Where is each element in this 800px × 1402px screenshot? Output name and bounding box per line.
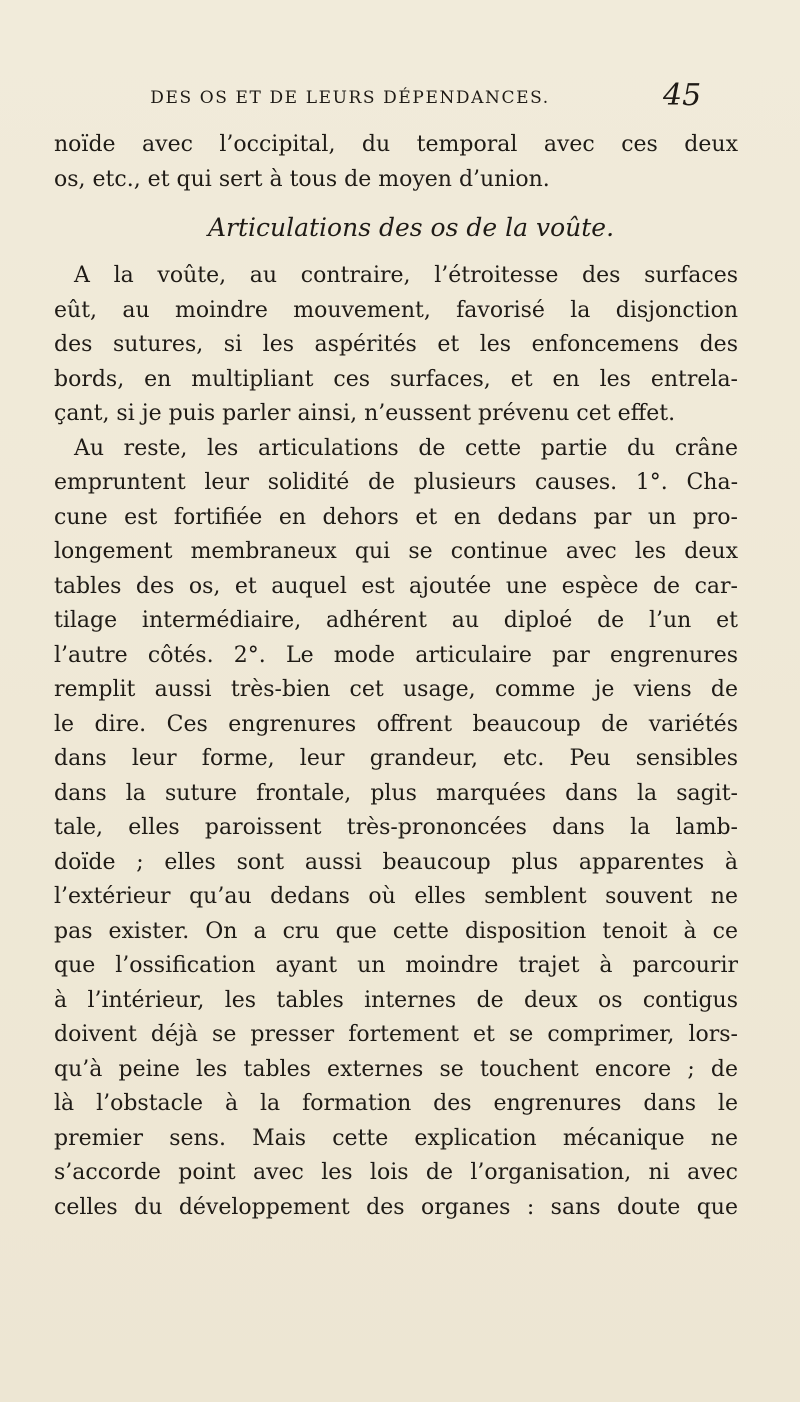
text-line: tables des os, et auquel est ajoutée une espèce de car- xyxy=(54,573,738,599)
text-line: tilage intermédiaire, adhérent au diploé de l’un et xyxy=(54,608,738,633)
text-line: eût, au moindre mouvement, favorisé la disjonction xyxy=(54,297,738,323)
text-line: à l’intérieur, les tables internes de deux os contigus xyxy=(54,987,738,1013)
text-line: dans leur forme, leur grandeur, etc. Peu sensibles xyxy=(54,746,738,771)
text-line: bords, en multipliant ces surfaces, et en les entrela- xyxy=(54,366,738,392)
text-line: doïde ; elles sont aussi beaucoup plus apparentes à xyxy=(54,849,738,875)
text-line: s’accorde point avec les lois de l’organisation, ni avec xyxy=(54,1160,738,1185)
text-line: remplit aussi très-bien cet usage, comme je viens de xyxy=(54,677,738,702)
text-line: que l’ossification ayant un moindre trajet à parcourir xyxy=(54,953,738,978)
running-title: DES OS ET DE LEURS DÉPENDANCES. xyxy=(150,88,550,108)
body-text xyxy=(54,128,738,1225)
text-line: longement membraneux qui se continue avec les deux xyxy=(54,539,738,564)
text-line: qu’à peine les tables externes se touchent encore ; de xyxy=(54,1056,738,1082)
text-line: tale, elles paroissent très-prononcées dans la lamb- xyxy=(54,815,738,840)
text-line: A la voûte, au contraire, l’étroitesse des surfaces xyxy=(74,263,738,288)
text-line: cune est fortifiée en dehors et en dedans par un pro- xyxy=(54,504,738,530)
text-line: l’extérieur qu’au dedans où elles semblent souvent ne xyxy=(54,884,738,909)
text-line: doivent déjà se presser fortement et se comprimer, lors- xyxy=(54,1022,738,1047)
text-line: l’autre côtés. 2°. Le mode articulaire par engrenures xyxy=(54,642,738,668)
text-line: pas exister. On a cru que cette disposition tenoit à ce xyxy=(54,918,738,944)
text-line: le dire. Ces engrenures offrent beaucoup de variétés xyxy=(54,711,738,737)
text-line: des sutures, si les aspérités et les enfoncemens des xyxy=(54,332,738,357)
text-line: dans la suture frontale, plus marquées dans la sagit- xyxy=(54,780,738,806)
page-number: 45 xyxy=(663,78,702,113)
text-line: premier sens. Mais cette explication mécanique ne xyxy=(54,1125,738,1151)
text-line: os, etc., et qui sert à tous de moyen d’union. xyxy=(54,166,550,192)
text-line: empruntent leur solidité de plusieurs causes. 1°. Cha- xyxy=(54,470,738,495)
text-line: Au reste, les articulations de cette partie du crâne xyxy=(74,435,738,461)
text-line: noïde avec l’occipital, du temporal avec ces deux xyxy=(54,132,738,157)
section-heading: Articulations des os de la voûte. xyxy=(207,213,615,242)
text-line: çant, si je puis parler ainsi, n’eussent prévenu cet effet. xyxy=(54,401,676,426)
text-line: celles du développement des organes : sans doute que xyxy=(54,1194,738,1220)
running-head xyxy=(0,78,800,128)
text-line: là l’obstacle à la formation des engrenures dans le xyxy=(54,1091,738,1116)
